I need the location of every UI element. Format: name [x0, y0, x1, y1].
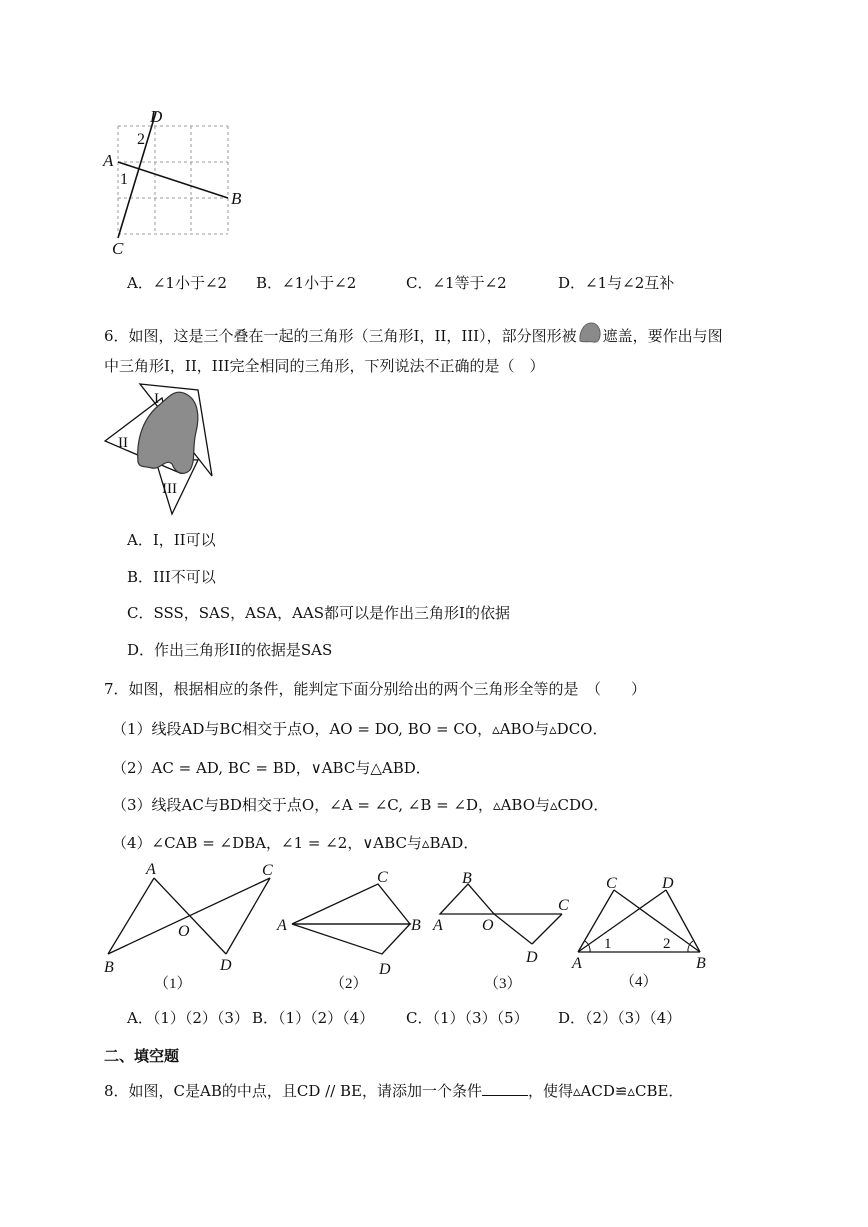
q7-f3-label-o: O	[482, 917, 494, 934]
q6-label-ii: II	[118, 435, 128, 451]
q6-label-iii: III	[162, 481, 177, 497]
q7-f4-caption: （4）	[620, 974, 658, 990]
q7-f3-label-a: A	[433, 917, 443, 934]
q7-f3-label-b: B	[462, 870, 472, 887]
q7-f2-label-b: B	[411, 917, 421, 934]
q7-condition-4: （4）∠CAB = ∠DBA，∠1 = ∠2，∨ABC与▵BAD．	[112, 834, 479, 852]
q8-stem	[104, 1080, 683, 1101]
q7-f4-label-a: A	[572, 955, 582, 972]
q5-option-c[interactable]: C．∠1等于∠2	[406, 274, 507, 292]
q7-f2-label-c: C	[377, 869, 388, 886]
q7-condition-3: （3）线段AC与BD相交于点O，∠A = ∠C, ∠B = ∠D，▵ABO与▵CDO．	[112, 796, 609, 814]
q7-f1-label-d: D	[220, 957, 232, 974]
q7-f1-caption: （1）	[154, 976, 192, 992]
q7-f2-label-a: A	[277, 917, 287, 934]
q6-option-a[interactable]: A．I，II可以	[127, 531, 216, 549]
q8-stem-part1: 8．如图，C是AB的中点，且CD // BE，请添加一个条件	[104, 1082, 482, 1100]
q5-grid-figure	[100, 104, 260, 260]
q7-option-c[interactable]: C．（1）（3）（5）	[406, 1009, 529, 1027]
q7-f1-label-a: A	[146, 861, 156, 878]
q6-stem-part1: 6．如图，这是三个叠在一起的三角形（三角形I，II，III），部分图形被	[104, 327, 577, 345]
q7-figure-2	[274, 858, 434, 996]
q7-figure-4	[566, 858, 720, 996]
q7-option-b[interactable]: B．（1）（2）（4）	[252, 1009, 375, 1027]
q6-option-c[interactable]: C．SSS，SAS，ASA，AAS都可以是作出三角形I的依据	[127, 604, 510, 622]
q7-f3-label-c: C	[558, 897, 569, 914]
section-2-title: 二、填空题	[104, 1047, 180, 1065]
q7-option-a[interactable]: A．（1）（2）（3）	[127, 1009, 249, 1027]
q7-condition-2: （2）AC = AD, BC = BD，∨ABC与△ABD．	[112, 759, 431, 777]
q6-stem-part2: 遮盖，要作出与图	[602, 327, 723, 345]
q5-line-ab	[118, 162, 228, 198]
q7-stem: 7．如图，根据相应的条件，能判定下面分别给出的两个三角形全等的是 （ ）	[104, 680, 647, 698]
q7-f1-label-o: O	[178, 923, 190, 940]
q7-f2-caption: （2）	[330, 976, 368, 992]
q5-label-d: D	[150, 107, 163, 126]
q6-stem-line2: 中三角形I，II，III完全相同的三角形，下列说法不正确的是（ ）	[104, 357, 545, 375]
q5-label-b: B	[231, 189, 242, 208]
q7-figure-3	[428, 858, 578, 996]
q7-f4-label-2: 2	[663, 936, 671, 952]
q7-option-d[interactable]: D．（2）（3）（4）	[558, 1009, 682, 1027]
q5-label-a: A	[103, 151, 114, 170]
q5-label-1: 1	[120, 171, 128, 188]
q6-stem-line1	[104, 321, 723, 346]
q5-option-b[interactable]: B．∠1小于∠2	[256, 274, 357, 292]
q7-f3-caption: （3）	[484, 976, 522, 992]
q7-figure-1	[98, 858, 280, 996]
q7-f4-label-b: B	[696, 955, 706, 972]
q6-option-d[interactable]: D．作出三角形II的依据是SAS	[127, 641, 333, 659]
q5-option-d[interactable]: D．∠1与∠2互补	[558, 274, 675, 292]
q6-label-i: I	[154, 391, 159, 407]
q7-condition-1: （1）线段AD与BC相交于点O，AO = DO, BO = CO，▵ABO与▵DCO．	[112, 720, 608, 738]
q7-f2-label-d: D	[379, 961, 391, 978]
q7-f4-label-1: 1	[604, 936, 612, 952]
q6-option-b[interactable]: B．III不可以	[127, 568, 216, 586]
q7-f3-label-d: D	[526, 949, 538, 966]
q6-blot-shape	[138, 392, 198, 473]
q7-f4-label-d: D	[662, 875, 674, 892]
q6-blot-icon	[577, 321, 603, 345]
q5-option-a[interactable]: A．∠1小于∠2	[127, 274, 228, 292]
q8-stem-part2: ，使得▵ACD≌▵CBE．	[528, 1082, 684, 1100]
q7-f1-label-b: B	[104, 959, 114, 976]
q7-f1-label-c: C	[262, 862, 273, 879]
q5-label-2: 2	[137, 131, 145, 148]
q7-f4-label-c: C	[606, 875, 617, 892]
q5-label-c: C	[112, 239, 124, 258]
q6-triangles-figure	[100, 378, 230, 520]
q8-answer-blank[interactable]	[482, 1081, 528, 1096]
